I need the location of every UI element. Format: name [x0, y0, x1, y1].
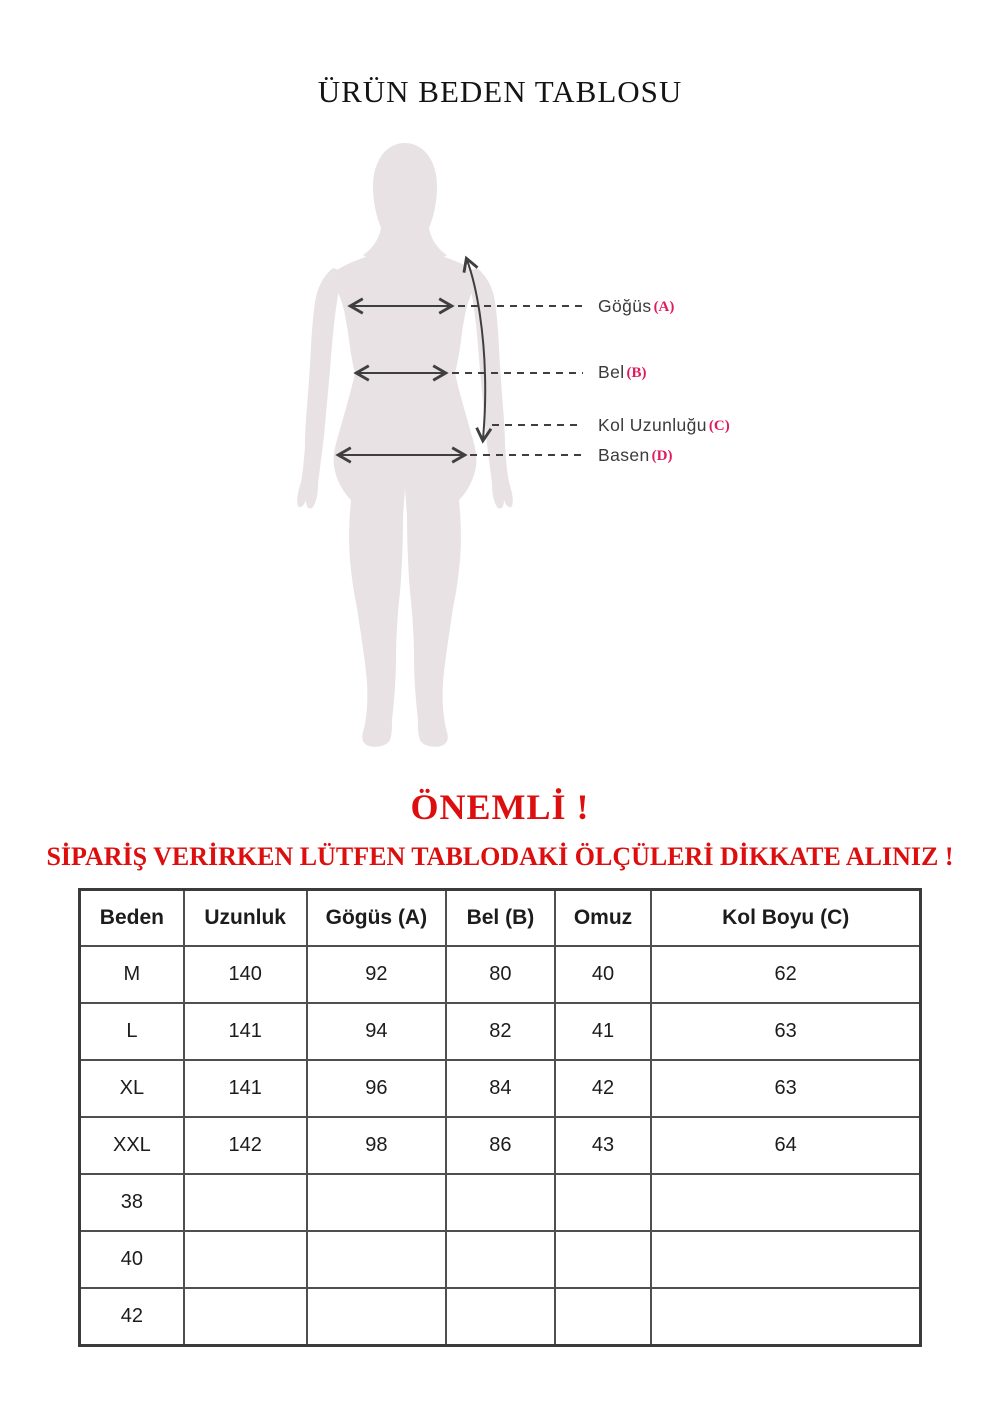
table-cell: 98 — [307, 1117, 447, 1174]
size-row-l — [80, 1003, 921, 1060]
table-cell — [184, 1288, 307, 1346]
table-cell: 62 — [651, 946, 920, 1003]
measure-label-arm-length — [598, 415, 730, 437]
table-cell: 63 — [651, 1003, 920, 1060]
table-cell: 92 — [307, 946, 447, 1003]
measure-letter-hips: (D) — [651, 448, 673, 464]
table-cell: 38 — [80, 1174, 184, 1231]
table-cell: 42 — [80, 1288, 184, 1346]
measure-name-waist: Bel — [598, 362, 625, 382]
measure-letter-arm-length: (C) — [708, 418, 730, 434]
table-cell — [651, 1288, 920, 1346]
table-cell — [307, 1231, 447, 1288]
col-header-bel: Bel (B) — [446, 890, 554, 947]
page-title: ÜRÜN BEDEN TABLOSU — [317, 74, 683, 109]
size-table-container — [78, 888, 922, 1347]
col-header-omuz: Omuz — [555, 890, 652, 947]
table-cell — [307, 1174, 447, 1231]
table-cell: 64 — [651, 1117, 920, 1174]
arm-length-arrow — [467, 260, 485, 439]
size-row-42 — [80, 1288, 921, 1346]
table-cell: 86 — [446, 1117, 554, 1174]
table-cell: 41 — [555, 1003, 652, 1060]
col-header-gogus: Gögüs (A) — [307, 890, 447, 947]
table-cell: 63 — [651, 1060, 920, 1117]
table-cell: 94 — [307, 1003, 447, 1060]
table-cell: 140 — [184, 946, 307, 1003]
measurement-arrows — [290, 240, 770, 480]
table-cell: 96 — [307, 1060, 447, 1117]
col-header-uzunluk: Uzunluk — [184, 890, 307, 947]
size-table — [78, 888, 922, 1347]
table-cell: XL — [80, 1060, 184, 1117]
table-cell: 40 — [555, 946, 652, 1003]
table-cell — [651, 1231, 920, 1288]
table-cell — [184, 1174, 307, 1231]
table-cell: 43 — [555, 1117, 652, 1174]
warning-subheading: SİPARİŞ VERİRKEN LÜTFEN TABLODAKİ ÖLÇÜLERİ DİKKATE ALINIZ ! — [46, 842, 954, 871]
size-row-38 — [80, 1174, 921, 1231]
measure-name-arm-length: Kol Uzunluğu — [598, 415, 707, 435]
table-cell: 141 — [184, 1060, 307, 1117]
table-cell — [446, 1174, 554, 1231]
size-row-xxl — [80, 1117, 921, 1174]
table-cell: 80 — [446, 946, 554, 1003]
table-cell — [184, 1231, 307, 1288]
table-cell: XXL — [80, 1117, 184, 1174]
table-cell — [446, 1231, 554, 1288]
size-row-40 — [80, 1231, 921, 1288]
measure-label-chest — [598, 296, 674, 318]
measure-letter-waist: (B) — [626, 365, 647, 381]
size-row-m — [80, 946, 921, 1003]
table-cell: 142 — [184, 1117, 307, 1174]
table-cell — [446, 1288, 554, 1346]
measure-name-chest: Göğüs — [598, 296, 652, 316]
table-cell — [651, 1174, 920, 1231]
table-cell: 42 — [555, 1060, 652, 1117]
measure-name-hips: Basen — [598, 445, 650, 465]
measure-label-waist — [598, 362, 647, 384]
warning-heading: ÖNEMLİ ! — [410, 787, 590, 827]
measure-label-hips — [598, 445, 672, 467]
size-table-header-row — [80, 890, 921, 947]
table-cell: M — [80, 946, 184, 1003]
col-header-beden: Beden — [80, 890, 184, 947]
table-cell — [555, 1174, 652, 1231]
table-cell — [555, 1231, 652, 1288]
table-cell: L — [80, 1003, 184, 1060]
table-cell: 82 — [446, 1003, 554, 1060]
table-cell — [307, 1288, 447, 1346]
measure-letter-chest: (A) — [653, 299, 675, 315]
table-cell: 84 — [446, 1060, 554, 1117]
col-header-kol-boyu: Kol Boyu (C) — [651, 890, 920, 947]
table-cell: 40 — [80, 1231, 184, 1288]
table-cell: 141 — [184, 1003, 307, 1060]
size-row-xl — [80, 1060, 921, 1117]
table-cell — [555, 1288, 652, 1346]
